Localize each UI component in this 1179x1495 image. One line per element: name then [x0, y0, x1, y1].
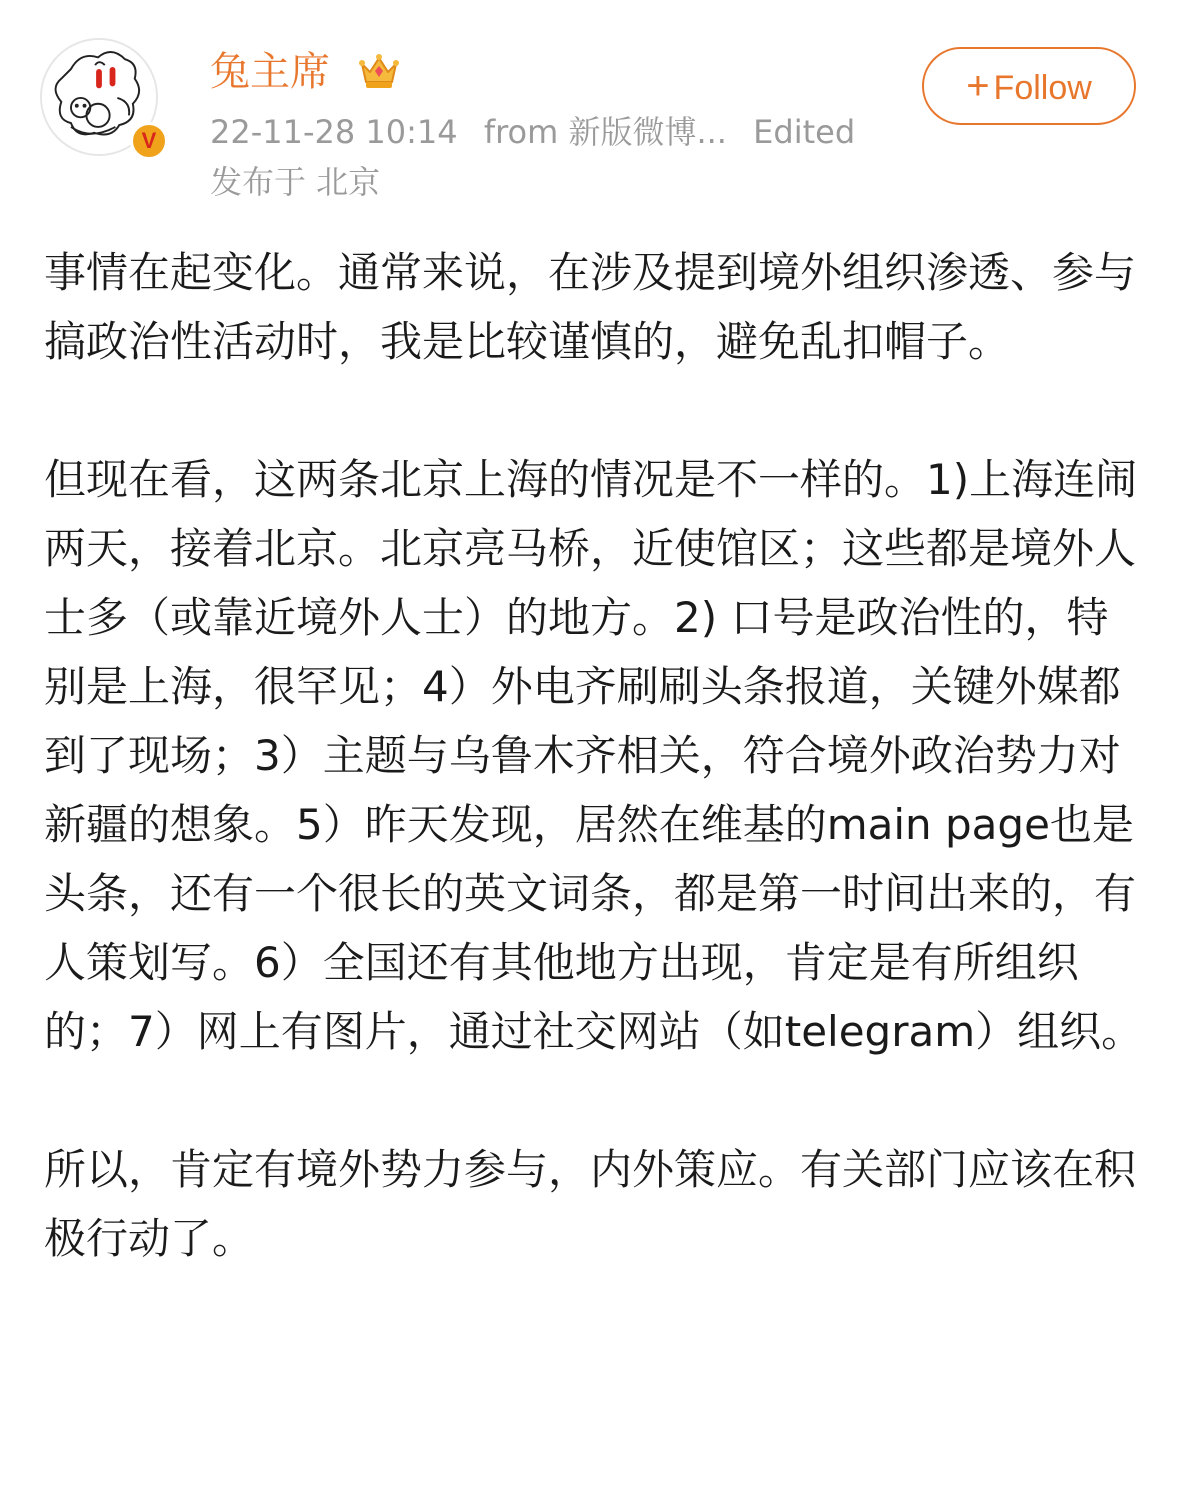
- user-name[interactable]: 兔主席: [210, 49, 330, 95]
- post-source[interactable]: from 新版微博...: [483, 113, 727, 151]
- post-timestamp[interactable]: 22-11-28 10:14: [210, 113, 458, 151]
- verified-badge-icon: V: [130, 122, 168, 160]
- avatar-container[interactable]: [40, 38, 168, 162]
- edited-label[interactable]: Edited: [753, 113, 856, 151]
- post-paragraph: 所以，肯定有境外势力参与，内外策应。有关部门应该在积极行动了。: [44, 1145, 1137, 1263]
- follow-label: Follow: [993, 69, 1092, 107]
- post-paragraph: 事情在起变化。通常来说，在涉及提到境外组织渗透、参与搞政治性活动时，我是比较谨慎的，避免乱扣帽子。: [44, 248, 1137, 366]
- post-paragraph: 但现在看，这两条北京上海的情况是不一样的。1)上海连闹两天，接着北京。北京亮马桥，近使馆区；这些都是境外人士多（或靠近境外人士）的地方。2) 口号是政治性的，特别是上海，很罕见；4）外电齐刷刷头条报道，关键外媒都到了现场；3）主题与乌鲁木齐相关，符合境外政治势力对新疆的想象。5）昨天发现，居然在维基的main page也是头条，还有一个很长的英文词条，都是第一时间出来的，有人策划写。6）全国还有其他地方出现，肯定是有所组织的；7）网上有图片，通过社交网站（如telegram）组织。: [44, 455, 1144, 1056]
- post-meta: [210, 110, 871, 154]
- post-body: [44, 238, 1144, 1273]
- plus-icon: +: [966, 64, 990, 108]
- crown-icon: [358, 50, 400, 92]
- post-location: 发布于 北京: [210, 163, 381, 201]
- follow-button[interactable]: [922, 47, 1136, 125]
